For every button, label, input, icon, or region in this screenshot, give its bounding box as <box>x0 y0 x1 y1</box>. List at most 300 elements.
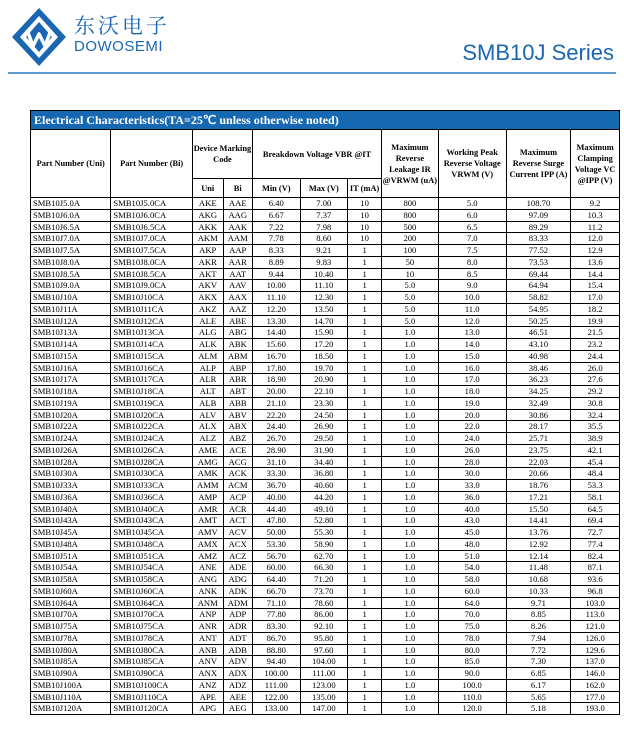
table-cell: SMB10J8.5A <box>31 268 111 280</box>
table-cell: 14.40 <box>252 327 300 339</box>
table-cell: 83.30 <box>252 621 300 633</box>
table-row <box>31 480 620 492</box>
table-cell: 21.10 <box>252 397 300 409</box>
table-cell: 23.2 <box>571 339 620 351</box>
header-min: Min (V) <box>252 179 300 198</box>
table-cell: 24.4 <box>571 350 620 362</box>
table-cell: 1.0 <box>382 691 439 703</box>
table-cell: SMB10J14A <box>31 339 111 351</box>
table-cell: 137.0 <box>571 656 620 668</box>
table-cell: 10 <box>348 221 382 233</box>
table-cell: 44.20 <box>300 491 348 503</box>
table-cell: ALT <box>192 386 223 398</box>
table-row <box>31 691 620 703</box>
table-cell: ACP <box>223 491 252 503</box>
table-cell: SMB10J58A <box>31 574 111 586</box>
table-cell: 500 <box>382 221 439 233</box>
header-marking-bi: Bi <box>223 179 252 198</box>
table-cell: AKT <box>192 268 223 280</box>
table-cell: 20.0 <box>438 409 506 421</box>
table-cell: 1 <box>348 256 382 268</box>
table-row <box>31 409 620 421</box>
table-cell: 200 <box>382 233 439 245</box>
table-cell: 60.0 <box>438 585 506 597</box>
table-cell: 8.89 <box>252 256 300 268</box>
table-cell: ALZ <box>192 433 223 445</box>
table-cell: 43.0 <box>438 515 506 527</box>
table-cell: 40.98 <box>506 350 571 362</box>
table-cell: 1.0 <box>382 527 439 539</box>
table-cell: 1.0 <box>382 585 439 597</box>
table-cell: AEG <box>223 703 252 715</box>
table-cell: 26.0 <box>438 444 506 456</box>
table-cell: ABG <box>223 327 252 339</box>
table-cell: 6.5 <box>438 221 506 233</box>
table-cell: 75.0 <box>438 621 506 633</box>
table-row <box>31 456 620 468</box>
table-cell: 12.14 <box>506 550 571 562</box>
table-cell: 13.0 <box>438 327 506 339</box>
table-cell: 40.00 <box>252 491 300 503</box>
table-cell: 1 <box>348 444 382 456</box>
table-cell: 15.0 <box>438 350 506 362</box>
table-cell: SMB10J10CA <box>111 292 193 304</box>
table-row <box>31 550 620 562</box>
table-cell: 64.0 <box>438 597 506 609</box>
table-cell: ADX <box>223 668 252 680</box>
table-cell: 71.20 <box>300 574 348 586</box>
table-cell: AMG <box>192 456 223 468</box>
table-cell: ANK <box>192 585 223 597</box>
table-cell: 29.50 <box>300 433 348 445</box>
table-cell: 30.0 <box>438 468 506 480</box>
table-cell: SMB10J78CA <box>111 632 193 644</box>
table-cell: 108.70 <box>506 198 571 210</box>
table-cell: 1 <box>348 327 382 339</box>
table-cell: 111.00 <box>300 668 348 680</box>
table-cell: 86.00 <box>300 609 348 621</box>
table-cell: 193.0 <box>571 703 620 715</box>
table-cell: 72.7 <box>571 527 620 539</box>
table-cell: SMB10J75CA <box>111 621 193 633</box>
table-cell: 14.70 <box>300 315 348 327</box>
table-cell: 92.10 <box>300 621 348 633</box>
table-cell: 60.00 <box>252 562 300 574</box>
table-cell: 48.4 <box>571 468 620 480</box>
table-cell: SMB10J8.0CA <box>111 256 193 268</box>
table-cell: 15.90 <box>300 327 348 339</box>
table-row <box>31 703 620 715</box>
table-cell: 1.0 <box>382 679 439 691</box>
table-cell: 10.0 <box>438 292 506 304</box>
table-cell: 11.10 <box>300 280 348 292</box>
table-cell: 9.71 <box>506 597 571 609</box>
table-cell: 1.0 <box>382 468 439 480</box>
table-cell: SMB10J85CA <box>111 656 193 668</box>
table-cell: SMB10J26A <box>31 444 111 456</box>
table-cell: ACK <box>223 468 252 480</box>
table-cell: 1 <box>348 245 382 257</box>
table-cell: 66.70 <box>252 585 300 597</box>
table-cell: 50.25 <box>506 315 571 327</box>
table-cell: 66.30 <box>300 562 348 574</box>
table-cell: 28.90 <box>252 444 300 456</box>
table-cell: 100.00 <box>252 668 300 680</box>
table-cell: ANR <box>192 621 223 633</box>
table-cell: 38.9 <box>571 433 620 445</box>
table-cell: ANM <box>192 597 223 609</box>
table-cell: 18.2 <box>571 303 620 315</box>
table-cell: 80.0 <box>438 644 506 656</box>
table-cell: 13.6 <box>571 256 620 268</box>
table-cell: 94.40 <box>252 656 300 668</box>
table-cell: SMB10J20A <box>31 409 111 421</box>
table-cell: 1.0 <box>382 597 439 609</box>
header-divider <box>8 72 616 74</box>
table-cell: 1 <box>348 703 382 715</box>
table-cell: SMB10J60CA <box>111 585 193 597</box>
table-row <box>31 280 620 292</box>
table-cell: 1 <box>348 491 382 503</box>
table-cell: 1 <box>348 421 382 433</box>
table-cell: AMZ <box>192 550 223 562</box>
table-cell: ALK <box>192 339 223 351</box>
table-cell: SMB10J13A <box>31 327 111 339</box>
page-header <box>0 0 624 78</box>
table-cell: 1.0 <box>382 632 439 644</box>
table-cell: APG <box>192 703 223 715</box>
table-cell: ANZ <box>192 679 223 691</box>
table-cell: SMB10J51A <box>31 550 111 562</box>
table-cell: AEE <box>223 691 252 703</box>
table-cell: 7.37 <box>300 209 348 221</box>
table-cell: ACE <box>223 444 252 456</box>
table-cell: 1 <box>348 574 382 586</box>
table-cell: SMB10J30A <box>31 468 111 480</box>
table-cell: 7.0 <box>438 233 506 245</box>
table-cell: ALM <box>192 350 223 362</box>
table-cell: 50 <box>382 256 439 268</box>
table-cell: SMB10J7.5A <box>31 245 111 257</box>
table-cell: SMB10J6.0CA <box>111 209 193 221</box>
table-cell: AAT <box>223 268 252 280</box>
table-cell: 1.0 <box>382 350 439 362</box>
table-cell: SMB10J36A <box>31 491 111 503</box>
table-cell: 11.0 <box>438 303 506 315</box>
table-cell: AKV <box>192 280 223 292</box>
table-cell: SMB10J6.5A <box>31 221 111 233</box>
table-cell: 1.0 <box>382 480 439 492</box>
header-breakdown: Breakdown Voltage VBR @IT <box>252 130 381 179</box>
table-cell: 15.60 <box>252 339 300 351</box>
table-cell: AMP <box>192 491 223 503</box>
table-cell: 1 <box>348 527 382 539</box>
table-cell: 1.0 <box>382 374 439 386</box>
table-cell: SMB10J70CA <box>111 609 193 621</box>
table-cell: 1 <box>348 397 382 409</box>
table-cell: 58.0 <box>438 574 506 586</box>
table-cell: 1 <box>348 303 382 315</box>
table-cell: SMB10J15CA <box>111 350 193 362</box>
table-cell: AME <box>192 444 223 456</box>
table-cell: 87.1 <box>571 562 620 574</box>
table-cell: SMB10J43A <box>31 515 111 527</box>
table-cell: 69.4 <box>571 515 620 527</box>
table-cell: 1 <box>348 374 382 386</box>
table-cell: 95.80 <box>300 632 348 644</box>
table-cell: 26.90 <box>300 421 348 433</box>
table-cell: SMB10J19CA <box>111 397 193 409</box>
table-row <box>31 609 620 621</box>
table-cell: 77.4 <box>571 538 620 550</box>
header-max: Max (V) <box>300 179 348 198</box>
table-cell: 54.0 <box>438 562 506 574</box>
table-cell: SMB10J33A <box>31 480 111 492</box>
table-cell: 1.0 <box>382 562 439 574</box>
table-cell: 64.40 <box>252 574 300 586</box>
table-cell: 18.90 <box>252 374 300 386</box>
table-cell: 9.21 <box>300 245 348 257</box>
table-cell: 56.70 <box>252 550 300 562</box>
table-row <box>31 503 620 515</box>
table-cell: ALB <box>192 397 223 409</box>
table-cell: SMB10J28CA <box>111 456 193 468</box>
table-row <box>31 515 620 527</box>
table-cell: SMB10J26CA <box>111 444 193 456</box>
table-cell: AKZ <box>192 303 223 315</box>
table-cell: 1.0 <box>382 339 439 351</box>
table-cell: 11.2 <box>571 221 620 233</box>
table-cell: AAX <box>223 292 252 304</box>
table-row <box>31 209 620 221</box>
table-cell: SMB10J78A <box>31 632 111 644</box>
table-cell: SMB10J11A <box>31 303 111 315</box>
table-cell: 135.00 <box>300 691 348 703</box>
brand-name-en: DOWOSEMI <box>74 38 163 55</box>
table-cell: 110.0 <box>438 691 506 703</box>
table-cell: ABV <box>223 409 252 421</box>
table-cell: SMB10J6.5CA <box>111 221 193 233</box>
table-cell: AMK <box>192 468 223 480</box>
dowosemi-logo-icon <box>10 6 68 68</box>
table-row <box>31 339 620 351</box>
table-cell: SMB10J24CA <box>111 433 193 445</box>
table-cell: 96.8 <box>571 585 620 597</box>
table-cell: 43.10 <box>506 339 571 351</box>
table-cell: 17.80 <box>252 362 300 374</box>
table-cell: ACT <box>223 515 252 527</box>
table-row <box>31 421 620 433</box>
table-cell: SMB10J48A <box>31 538 111 550</box>
table-cell: ALP <box>192 362 223 374</box>
table-cell: 1 <box>348 691 382 703</box>
table-cell: SMB10J28A <box>31 456 111 468</box>
table-row <box>31 374 620 386</box>
table-cell: AKG <box>192 209 223 221</box>
table-cell: SMB10J85A <box>31 656 111 668</box>
table-cell: 22.03 <box>506 456 571 468</box>
table-cell: 64.94 <box>506 280 571 292</box>
table-cell: 100.0 <box>438 679 506 691</box>
table-cell: 111.00 <box>252 679 300 691</box>
table-cell: ADB <box>223 644 252 656</box>
table-cell: 1 <box>348 515 382 527</box>
table-cell: 1.0 <box>382 609 439 621</box>
table-row <box>31 245 620 257</box>
table-cell: 58.1 <box>571 491 620 503</box>
table-cell: 15.4 <box>571 280 620 292</box>
table-cell: 12.30 <box>300 292 348 304</box>
table-cell: 36.23 <box>506 374 571 386</box>
table-row <box>31 433 620 445</box>
table-cell: 5.0 <box>382 315 439 327</box>
table-cell: 1.0 <box>382 421 439 433</box>
table-cell: ABT <box>223 386 252 398</box>
table-row <box>31 644 620 656</box>
table-cell: 22.0 <box>438 421 506 433</box>
table-cell: 8.0 <box>438 256 506 268</box>
table-cell: 58.82 <box>506 292 571 304</box>
table-cell: ALX <box>192 421 223 433</box>
table-cell: 30.86 <box>506 409 571 421</box>
table-cell: 1 <box>348 280 382 292</box>
table-cell: 23.30 <box>300 397 348 409</box>
table-cell: 88.80 <box>252 644 300 656</box>
table-cell: ABZ <box>223 433 252 445</box>
table-cell: 113.0 <box>571 609 620 621</box>
table-cell: SMB10J5.0A <box>31 198 111 210</box>
table-row <box>31 256 620 268</box>
table-cell: ALR <box>192 374 223 386</box>
table-cell: SMB10J16A <box>31 362 111 374</box>
table-cell: SMB10J9.0CA <box>111 280 193 292</box>
table-cell: 36.70 <box>252 480 300 492</box>
table-cell: SMB10J30CA <box>111 468 193 480</box>
table-cell: AKM <box>192 233 223 245</box>
table-cell: 7.98 <box>300 221 348 233</box>
table-cell: 7.78 <box>252 233 300 245</box>
table-cell: SMB10J120CA <box>111 703 193 715</box>
table-cell: 1.0 <box>382 668 439 680</box>
table-cell: SMB10J58CA <box>111 574 193 586</box>
table-cell: 103.0 <box>571 597 620 609</box>
table-cell: 36.80 <box>300 468 348 480</box>
table-cell: 53.3 <box>571 480 620 492</box>
table-cell: 1 <box>348 456 382 468</box>
table-cell: SMB10J33CA <box>111 480 193 492</box>
table-cell: 29.2 <box>571 386 620 398</box>
table-cell: SMB10J22A <box>31 421 111 433</box>
table-cell: 1 <box>348 538 382 550</box>
table-row <box>31 668 620 680</box>
table-cell: SMB10J18A <box>31 386 111 398</box>
table-cell: 73.70 <box>300 585 348 597</box>
table-row <box>31 268 620 280</box>
table-cell: AAR <box>223 256 252 268</box>
table-cell: ABX <box>223 421 252 433</box>
table-cell: 19.9 <box>571 315 620 327</box>
table-cell: 1.0 <box>382 644 439 656</box>
table-cell: ACZ <box>223 550 252 562</box>
table-cell: SMB10J100CA <box>111 679 193 691</box>
table-cell: 1 <box>348 621 382 633</box>
table-cell: 10 <box>348 233 382 245</box>
table-cell: ACR <box>223 503 252 515</box>
table-cell: SMB10J110CA <box>111 691 193 703</box>
table-cell: 1 <box>348 480 382 492</box>
table-cell: 1.0 <box>382 327 439 339</box>
table-cell: ACV <box>223 527 252 539</box>
table-cell: ABK <box>223 339 252 351</box>
table-cell: ACX <box>223 538 252 550</box>
table-cell: AAM <box>223 233 252 245</box>
table-cell: 1 <box>348 362 382 374</box>
table-cell: 11.48 <box>506 562 571 574</box>
table-row <box>31 468 620 480</box>
table-cell: AAV <box>223 280 252 292</box>
table-cell: 800 <box>382 209 439 221</box>
table-cell: ADG <box>223 574 252 586</box>
table-cell: SMB10J6.0A <box>31 209 111 221</box>
table-cell: SMB10J7.0CA <box>111 233 193 245</box>
table-cell: 121.0 <box>571 621 620 633</box>
table-cell: 64.5 <box>571 503 620 515</box>
table-cell: 8.5 <box>438 268 506 280</box>
table-cell: 23.75 <box>506 444 571 456</box>
table-row <box>31 386 620 398</box>
table-cell: AKK <box>192 221 223 233</box>
table-row <box>31 585 620 597</box>
table-row <box>31 574 620 586</box>
table-cell: 10.68 <box>506 574 571 586</box>
table-row <box>31 221 620 233</box>
table-cell: 1 <box>348 609 382 621</box>
table-cell: 1.0 <box>382 397 439 409</box>
table-cell: 40.0 <box>438 503 506 515</box>
table-cell: SMB10J8.5CA <box>111 268 193 280</box>
table-cell: 1 <box>348 433 382 445</box>
table-cell: 24.50 <box>300 409 348 421</box>
table-cell: AKR <box>192 256 223 268</box>
table-cell: 26.0 <box>571 362 620 374</box>
table-cell: 49.10 <box>300 503 348 515</box>
table-row <box>31 632 620 644</box>
table-cell: 162.0 <box>571 679 620 691</box>
table-title: Electrical Characteristics(TA=25℃ unless otherwise noted) <box>30 110 620 129</box>
table-cell: 1.0 <box>382 550 439 562</box>
table-cell: ADE <box>223 562 252 574</box>
table-cell: 8.85 <box>506 609 571 621</box>
table-cell: 27.6 <box>571 374 620 386</box>
table-cell: AMM <box>192 480 223 492</box>
table-cell: SMB10J80CA <box>111 644 193 656</box>
table-cell: 28.0 <box>438 456 506 468</box>
table-cell: 62.70 <box>300 550 348 562</box>
table-cell: SMB10J22CA <box>111 421 193 433</box>
table-cell: SMB10J64CA <box>111 597 193 609</box>
table-cell: ANV <box>192 656 223 668</box>
table-cell: ANX <box>192 668 223 680</box>
table-cell: 97.09 <box>506 209 571 221</box>
table-cell: 42.1 <box>571 444 620 456</box>
table-cell: ANG <box>192 574 223 586</box>
table-cell: 12.0 <box>438 315 506 327</box>
header-marking: Device Marking Code <box>192 130 252 179</box>
table-cell: SMB10J8.0A <box>31 256 111 268</box>
table-cell: 1 <box>348 562 382 574</box>
table-cell: 1 <box>348 468 382 480</box>
table-cell: 7.22 <box>252 221 300 233</box>
